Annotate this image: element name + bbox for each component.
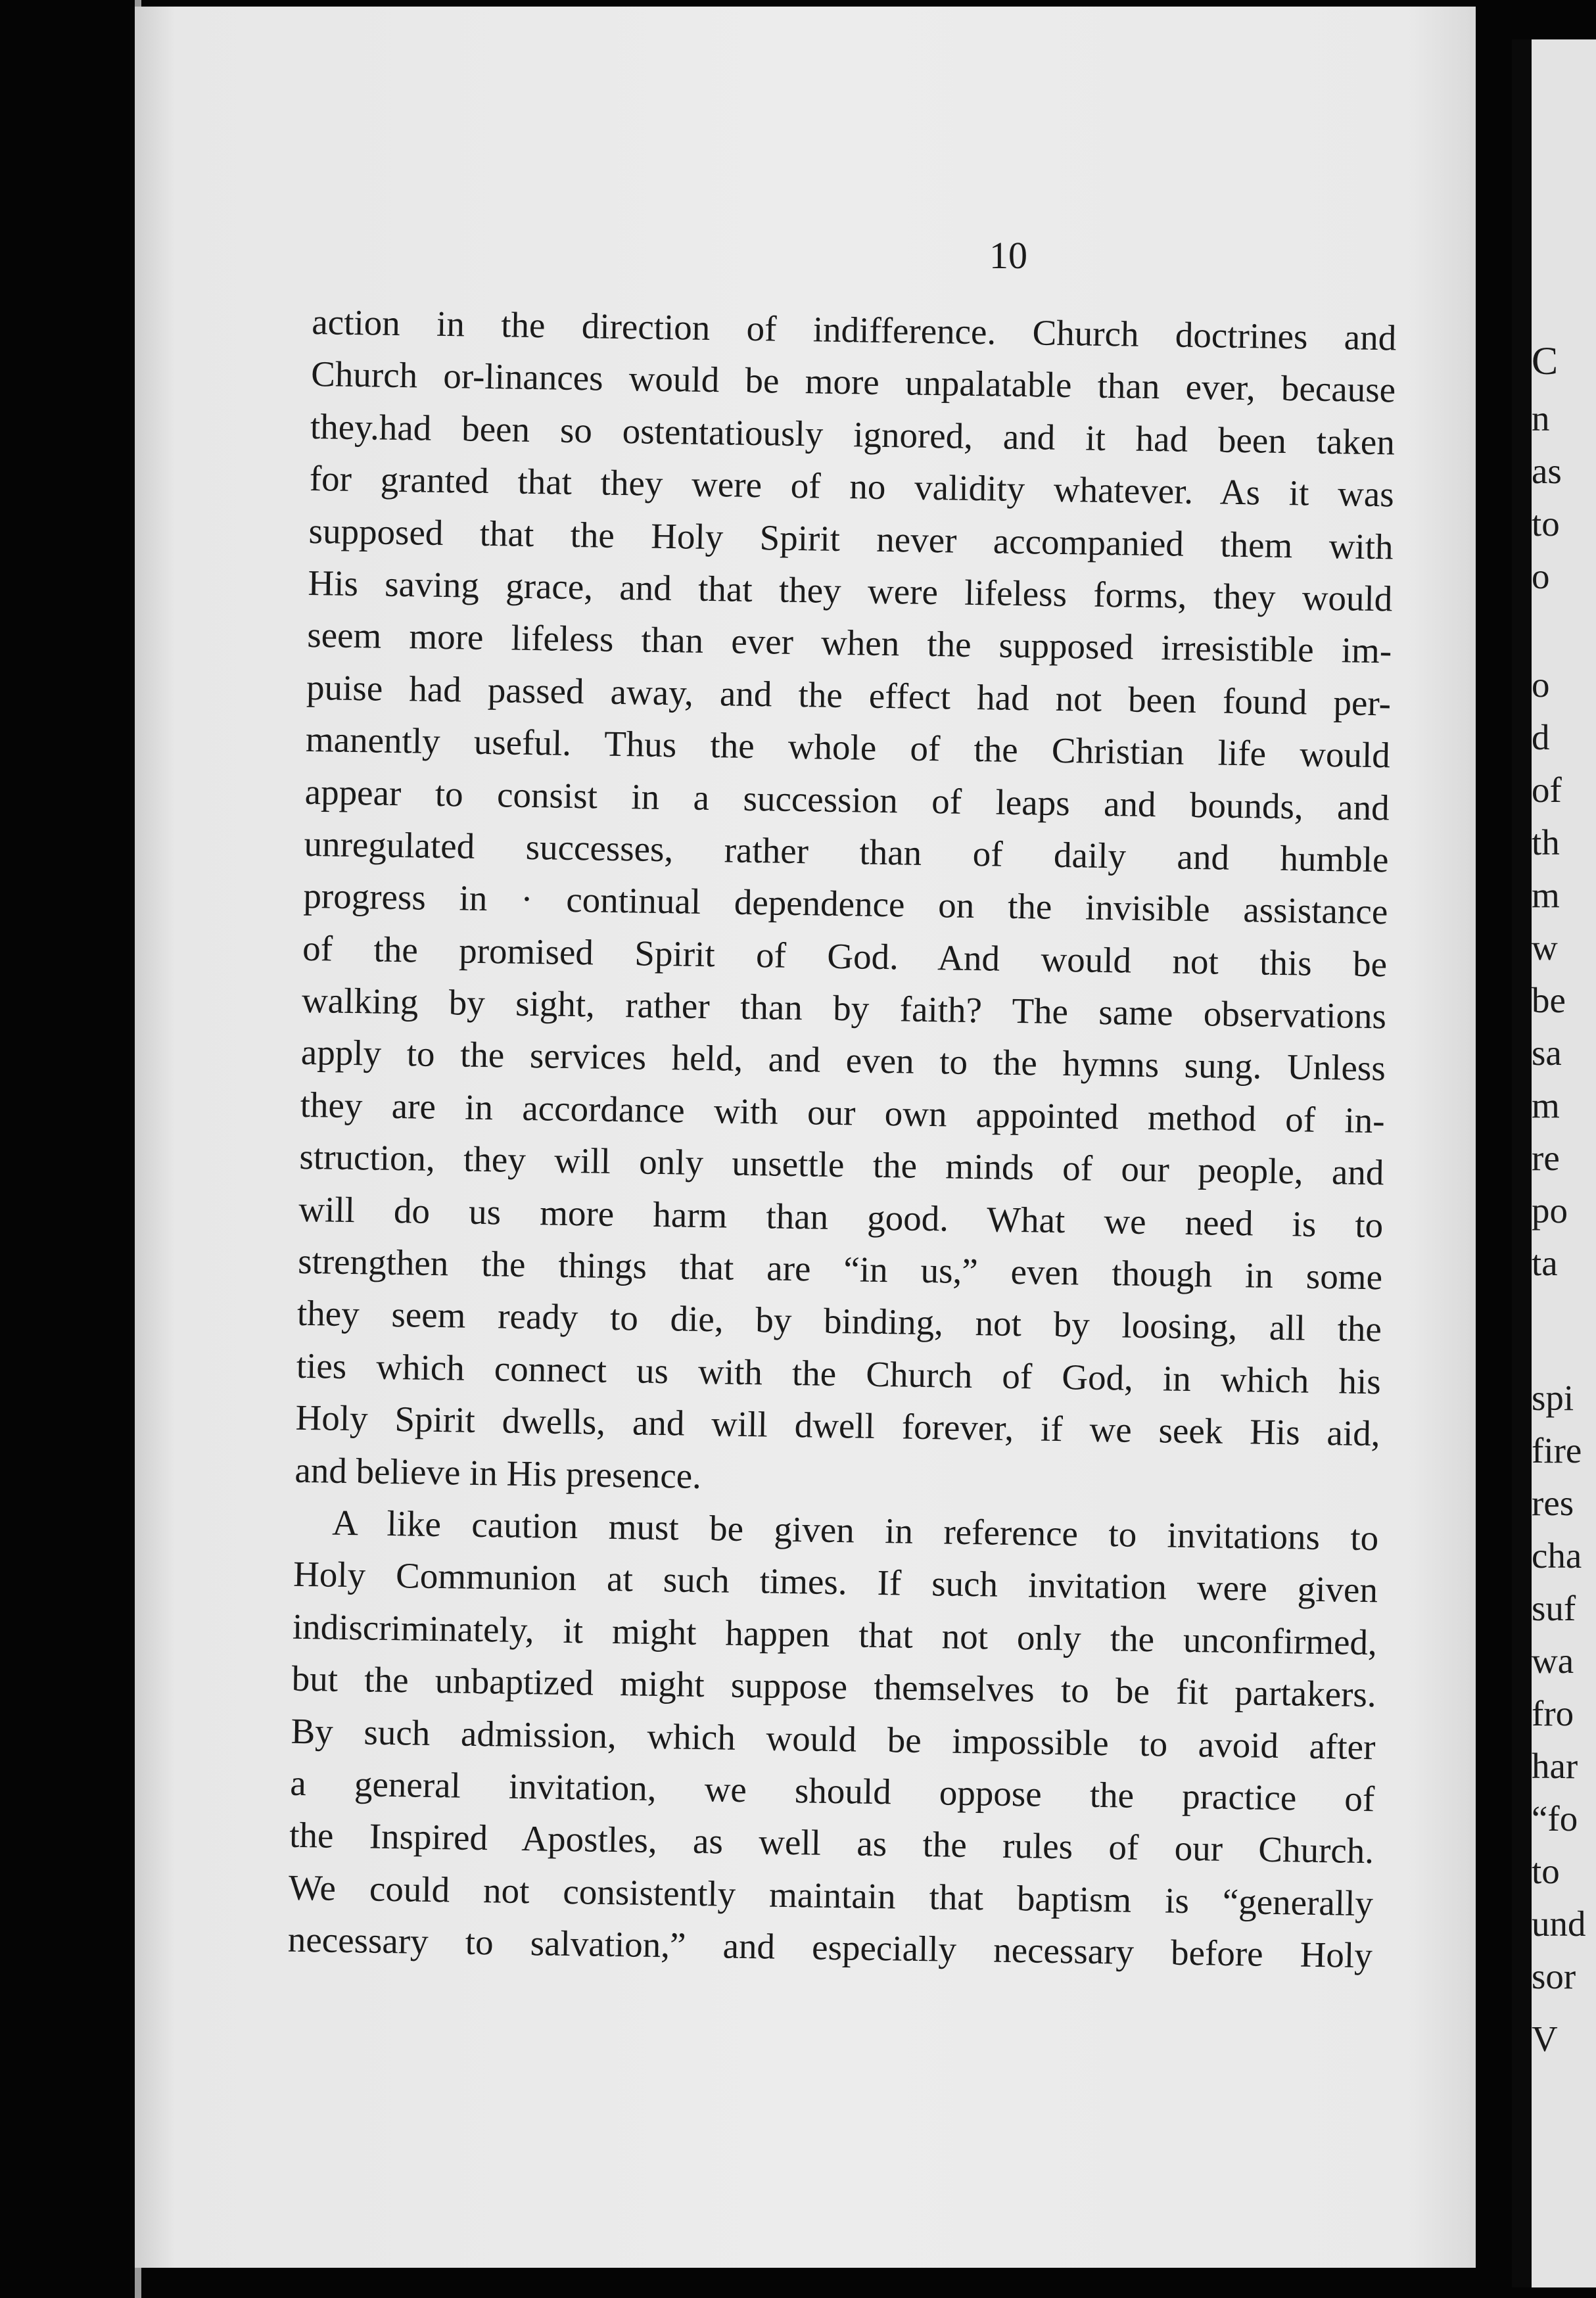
next-page-text: und xyxy=(1532,1904,1586,1944)
next-page-text: spi xyxy=(1532,1378,1574,1418)
next-page-text: sor xyxy=(1532,1956,1576,1996)
text-line: By such admission, which would be impossible to avoid after xyxy=(291,1710,1376,1767)
next-page-text: as xyxy=(1532,451,1562,491)
text-line: for granted that they were of no validity whatever. As it was xyxy=(309,458,1395,515)
page-number: 10 xyxy=(989,234,1027,277)
next-page-text: suf xyxy=(1532,1588,1576,1628)
next-page-text: m xyxy=(1532,1085,1560,1125)
text-line: His saving grace, and that they were lifeless forms, they would xyxy=(308,562,1393,619)
text-line: they are in accordance with our own appointed method of in- xyxy=(300,1084,1386,1141)
next-page-edge xyxy=(1512,39,1533,2287)
text-line: struction, they will only unsettle the minds of our people, and xyxy=(299,1137,1384,1193)
text-line: ties which connect us with the Church of God, in which his xyxy=(296,1345,1382,1402)
next-page-text: res xyxy=(1532,1483,1574,1523)
text-line: appear to consist in a succession of leaps and bounds, and xyxy=(304,771,1390,828)
next-page-text: o xyxy=(1532,556,1550,596)
next-page-text: cha xyxy=(1532,1536,1582,1576)
next-page-text: be xyxy=(1532,980,1566,1020)
text-line: Church or-linances would be more unpalatable than ever, because xyxy=(310,354,1396,410)
next-page-text: fro xyxy=(1532,1693,1574,1733)
text-line: We could not consistently maintain that baptism is “generally xyxy=(288,1867,1374,1923)
next-page-text: C xyxy=(1532,339,1559,383)
next-page-text: to xyxy=(1532,1851,1560,1891)
text-line: they seem ready to die, by binding, not by loosing, all the xyxy=(296,1293,1382,1349)
text-line: the Inspired Apostles, as well as the rules of our Church. xyxy=(289,1815,1374,1871)
next-page-text: ta xyxy=(1532,1243,1558,1283)
next-page-text: m xyxy=(1532,875,1560,915)
text-line: indiscriminately, it might happen that not only the unconfirmed, xyxy=(292,1606,1378,1663)
next-page-text: “fo xyxy=(1532,1798,1578,1839)
text-line: unregulated successes, rather than of daily and humble xyxy=(304,823,1389,880)
next-page-text: V xyxy=(1532,2019,1558,2059)
next-page-text: har xyxy=(1532,1746,1578,1786)
next-page-text: w xyxy=(1532,927,1558,968)
text-line: will do us more harm than good. What we need is to xyxy=(298,1188,1384,1245)
text-line: Holy Communion at such times. If such invitation were given xyxy=(293,1554,1378,1610)
text-line: a general invitation, we should oppose the practice of xyxy=(289,1762,1375,1819)
next-page-text: fire xyxy=(1532,1430,1582,1470)
text-line: but the unbaptized might suppose themselves to be fit partakers. xyxy=(291,1658,1377,1715)
text-line: progress in · continual dependence on the invisible assistance xyxy=(303,876,1388,932)
text-line: seem more lifeless than ever when the supposed irresistible im- xyxy=(306,615,1392,671)
scanned-page xyxy=(135,7,1476,2268)
next-page-text: n xyxy=(1532,398,1550,438)
next-page-text: re xyxy=(1532,1138,1560,1178)
text-line: action in the direction of indifference. Church doctrines and xyxy=(311,301,1397,358)
text-line: A like caution must be given in reference to invitations to xyxy=(331,1502,1379,1559)
text-line: necessary to salvation,” and especially necessary before Holy xyxy=(287,1919,1373,1976)
text-line: and believe in His presence. xyxy=(294,1449,702,1496)
next-page-fragment xyxy=(1532,39,1596,2287)
body-text xyxy=(287,296,1397,1982)
next-page-text: of xyxy=(1532,770,1562,810)
next-page-text: to xyxy=(1532,504,1560,544)
text-line: puise had passed away, and the effect had not been found per- xyxy=(306,667,1392,724)
text-line: walking by sight, rather than by faith? The same observations xyxy=(301,979,1387,1037)
text-line: manently useful. Thus the whole of the Christian life would xyxy=(305,719,1391,776)
next-page-text: wa xyxy=(1532,1641,1574,1681)
next-page-text: th xyxy=(1532,822,1560,862)
next-page-text: sa xyxy=(1532,1033,1562,1073)
next-page-text: d xyxy=(1532,717,1550,757)
text-line: strengthen the things that are “in us,” even though in some xyxy=(297,1240,1383,1298)
text-line: Holy Spirit dwells, and will dwell forever, if we seek His aid, xyxy=(295,1397,1380,1454)
text-line: apply to the services held, and even to the hymns sung. Unless xyxy=(300,1032,1386,1089)
text-line: of the promised Spirit of God. And would not this be xyxy=(302,927,1388,985)
text-line: they.had been so ostentatiously ignored, and it had been taken xyxy=(310,406,1396,463)
next-page-text: o xyxy=(1532,665,1550,705)
text-line: supposed that the Holy Spirit never accompanied them with xyxy=(308,510,1394,567)
next-page-text: po xyxy=(1532,1190,1568,1231)
